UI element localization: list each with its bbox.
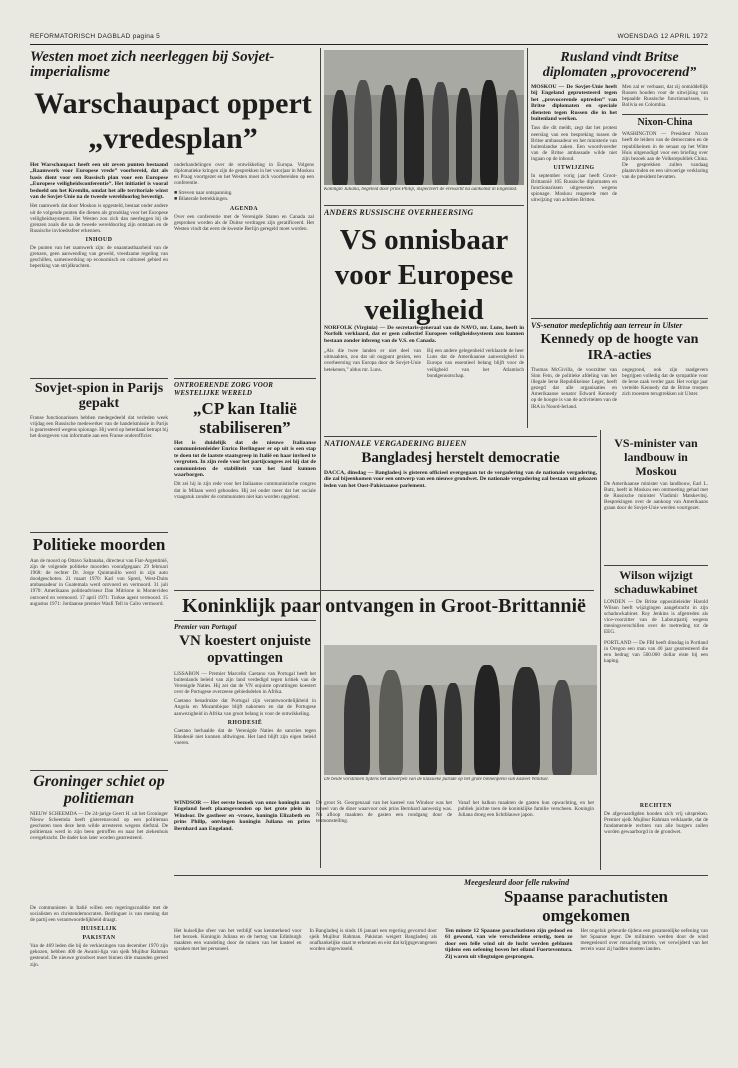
article-title: Nixon-China bbox=[637, 117, 693, 129]
article-groninger bbox=[30, 770, 168, 903]
article-body: De punten van het raamwerk zijn: de onaantastbaarheid van de grenzen, geen aanwending van geweld, vreedzame regeling van geschillen, samenwerking op economisch en cultureel gebied en beperking van strijdkrachten. bbox=[30, 244, 168, 270]
header-rule bbox=[30, 44, 708, 45]
article-body: De Amerikaanse minister van landbouw, Earl L. Butz, heeft in Moskou een ontmoeting gehad met de Russische minister Vladimir Matskevitsj. Besprekingen over de aankoop van Amerikaans graan door de Sovjet-Unie werden voortgezet. bbox=[604, 481, 708, 512]
article-lead: Het is duidelijk dat de nieuwe Italiaanse communistenleider Enrico Berlinguer er op uit is een stap te doen tot de laatste staatsgreep in Italië en haar invloed te vergroten. In zijn rede voor het partijcongres zei hij dat de communisten de stabiliteit van het land kunnen waarborgen. bbox=[174, 440, 316, 479]
article-body: Tass die dit meldt, zegt dat het protest neerslag van een bespreking tussen de Britse ambassadeur en het ministerie van buitenlandse zaken. Een woordvoerder van de Britse ambassade wilde niet ingaan op de inhoud. bbox=[531, 125, 617, 162]
article-warschaupact-title: Warschaupact oppert „vredesplan” bbox=[34, 87, 312, 155]
column-rule bbox=[527, 48, 528, 428]
article-wilson bbox=[604, 565, 708, 798]
article-sovjet-spion bbox=[30, 378, 168, 531]
subhead-rechten: RECHTEN bbox=[639, 803, 673, 809]
article-body: Franse functionarissen hebben medegedeeld dat verleden week vrijdag een Russische medewerker van de handelsmissie in Parijs is gearresteerd wegens spionage. Hij werd op heterdaad betrapt bij het doorgeven van informatie aan een Franse onderofficier. bbox=[30, 415, 168, 440]
article-nixon bbox=[622, 114, 708, 180]
article-lead: NORFOLK (Virginia) — De secretaris-generaal van de NAVO, mr. Luns, heeft in Norfolk verklaard, dat er geen collectief Europees veiligheidssysteem zou kunnen bestaan zonder inbreng van de V.S. en Canada. bbox=[324, 325, 524, 344]
article-body: Van de 469 leden die bij de verkiezingen van december 1970 zijn gekozen, hebben 400 de Awami-liga van sjeik Mujibur Rahman gesteund. De nieuwe grondwet moet binnen drie maanden gereed zijn. bbox=[30, 943, 168, 968]
article-kicker: Premier van Portugal bbox=[174, 623, 237, 631]
article-lead: Ten minste 12 Spaanse parachutisten zijn gedood en 61 gewond, van wie verscheidene ernstig, toen ze door een felle wind uit de lucht werden geblazen tijdens een oefening boven het eiland Fuerteventura. Zij waren uit vliegtuigen gesprongen. bbox=[445, 928, 573, 960]
article-body: Over een conferentie met de Verenigde Staten en Canada zal gesproken worden als de Duitse verdragen zijn geratificeerd. Het Westen vindt dat eerst de kwestie Berlijn geregeld moet worden. bbox=[174, 213, 314, 232]
article-italie bbox=[174, 378, 316, 581]
article-title: VS onnisbaar voor Europese veiligheid bbox=[334, 224, 514, 326]
article-warschaupact-col1 bbox=[30, 162, 168, 372]
article-kicker: ANDERS RUSSISCHE OVERHEERSING bbox=[324, 205, 524, 217]
article-lead: WINDSOR — Het eerste bezoek van onze koningin aan Engeland heeft plaatsgevonden op het grote plein in Windsor. De gastheer en -vrouw, koningin Elizabeth en prins Philip, ontvingen koningin Juliana en prins Bernhard aan Engeland. bbox=[174, 800, 310, 832]
article-lead: DACCA, dinsdag — Bangladesj is gisteren officieel overgegaan tot de vergadering van de nationale vergadering, die zal bijeenkomen voor een ontwerp van een nieuwe grondwet. De nationale vergadering zal bestaan uit gekozen leden van het Oost-Pakistaanse parlement. bbox=[324, 470, 597, 489]
column-rule bbox=[600, 430, 601, 870]
article-body: NIEUW SCHEEMDA — De 24-jarige Geert H. uit het Groninger Nieuw Scheemda heeft gisterenavond op een politieman geschoten toen deze hem wilde arresteren wegens diefstal. De politieman werd in zijn been getroffen en naar het ziekenhuis overgebracht. De dader kon later worden gearresteerd. bbox=[30, 811, 168, 842]
article-vs-minister bbox=[604, 436, 708, 561]
article-politieke-moorden bbox=[30, 532, 168, 765]
photo-queen-guard bbox=[324, 50, 524, 185]
article-title: Spaanse parachutisten omgekomen bbox=[504, 887, 668, 925]
article-body: Het ongeluk gebeurde tijdens een gezamenlijke oefening van het Spaanse leger. De militairen werden door de wind meegesleurd over rotsachtig terrein, ver verwijderd van het terrein waar zij hadden moeten landen. bbox=[580, 928, 708, 953]
article-title: „CP kan Italië stabiliseren” bbox=[193, 399, 297, 437]
header-date: WOENSDAG 12 APRIL 1972 bbox=[617, 33, 708, 40]
article-title: Wilson wijzigt schaduwkabinet bbox=[614, 568, 698, 596]
article-koninklijk-body bbox=[174, 800, 594, 870]
article-kicker: VS-senator medeplichtig aan terreur in Ulster bbox=[531, 321, 683, 330]
article-warschaupact-kicker: Westen moet zich neerleggen bij Sovjet-imperialisme bbox=[30, 50, 275, 80]
article-body: Aan de moord op Ottavo Saltanaha, directeur van Fiat-Argentinië, zijn de volgende politieke moorden voorafgegaan: 29 februari 1968: de rechter Dr. Jorge Quintanillo werd in zijn auto doodgeschoten. 21 maart 1970: Karl von Spreti, West-Duits ambassadeur in Guatemala werd ontvoerd en vermoord. 31 juli 1970: Amerikaans politieadviseur Dan Mitrione in Montevideo ontvoerd en vermoord. 17 april 1971: Turkse agent vermoord. 15 augustus 1971: Jordaanse premier Wasfi Tell in Caïro vermoord. bbox=[30, 558, 168, 607]
article-body: Vanaf het balkon maakten de gasten hun opwachting, en het publiek juichte toen de koninklijke familie verscheen. Koningin Juliana droeg een lichtblauwe japon. bbox=[458, 800, 594, 819]
article-body: PORTLAND — De FBI heeft dinsdag in Portland in Oregon een man van 40 jaar gearresteerd die een bedrag van 500.000 dollar eiste bij een kaping. bbox=[604, 639, 708, 664]
article-body: De groot St. Georgenzaal van het kasteel van Windsor was het toneel van de diner waarvoor ook prins Bernhard aanwezig was. Na afloop maakten de gasten een rondgang door de tentoonstelling. bbox=[316, 800, 452, 825]
article-body: onderhandelingen over de ontwikkeling in Europa. Volgens diplomatieke kringen zijn de gesprekken in het voorjaar in Moskou en Praag voortgezet en het Westen moet zich voorbereiden op een conferentie. bbox=[174, 162, 314, 187]
article-title: VN koestert onjuiste opvattingen bbox=[179, 633, 311, 666]
article-body: In september vorig jaar heeft Groot-Brittannië 105 Russische diplomaten en functionarissen uitgewezen wegens spionage. Moskou reageerde met de uitwijzing van achttien Britten. bbox=[531, 173, 617, 204]
subhead-huiselijk: HUISELIJK bbox=[80, 926, 118, 933]
article-body: LISSABON — Premier Marcello Caetano van Portugal heeft het buitenlands beleid van zijn land verdedigd tegen kritiek van de Verenigde Naties. Hij zei dat de VN onjuiste opvattingen koestert over de Portugese overzeese gebiedsdelen in Afrika. bbox=[174, 671, 316, 696]
subhead-rhodesie: RHODESIË bbox=[227, 719, 263, 726]
photo-royal-couple bbox=[324, 645, 597, 775]
article-body: WASHINGTON — President Nixon heeft de leiders van de democraten en de republikeinen in de senaat op het Witte Huis uitgenodigd voor een briefing over zijn bezoek aan de Volksrepubliek China. De gesprekken zullen vandaag plaatsvinden en een uitvoerige verklaring van de president bevatten. bbox=[622, 131, 708, 181]
article-kennedy bbox=[531, 318, 708, 431]
subhead-inhoud: INHOUD bbox=[85, 236, 113, 243]
article-italie-continued bbox=[30, 905, 168, 1035]
article-body: LONDEN — De Britse oppositieleider Harold Wilson heeft wijzigingen aangebracht in zijn schaduwkabinet. Roy Jenkins is afgetreden als vice-voorzitter van de Labourpartij wegens meningsverschillen over de toetreding tot de EEG. bbox=[604, 599, 708, 636]
article-vs-body bbox=[324, 325, 524, 435]
article-title: Groninger schiet op politieman bbox=[33, 773, 165, 807]
article-parachutisten bbox=[174, 875, 708, 1038]
article-title: Kennedy op de hoogte van IRA-acties bbox=[540, 332, 699, 363]
article-title: Politieke moorden bbox=[32, 535, 166, 554]
header-paper-name: REFORMATORISCH DAGBLAD pagina 5 bbox=[30, 33, 161, 40]
bullet-item: ■ Bilaterale betrekkingen. bbox=[174, 196, 229, 203]
article-body: ongegrond, ook zijn raadgevers begrijpen volledig dat de sympathie voor de Ierse zaak verder gaat. Het vorige jaar vertelde Kennedy dat de Britse troepen zich moesten terugtrekken uit Ulster. bbox=[622, 367, 708, 398]
bullet-item: ■ Streven naar ontspanning. bbox=[174, 190, 233, 197]
subhead-pakistan: PAKISTAN bbox=[82, 935, 116, 942]
article-body: „Als die twee landen er niet deel van uitmaakten, zou dat uit oogpunt gezien, een overheersing van Europa door de Sovjet-Unie betekenen,” aldus mr. Luns. bbox=[324, 348, 421, 373]
article-title: Bangladesj herstelt democratie bbox=[361, 450, 560, 466]
article-body: Thomas McGivilla, de voorzitter van Sinn Fein, de politieke afdeling van het illegale Ierse Republikeinse Leger, heeft gezegd dat alle organisaties en Amerikaanse senator Edward Kennedy op de hoogte is van de activiteiten van de IRA in Noord-Ierland. bbox=[531, 367, 617, 410]
article-kicker: ONTROERENDE ZORG VOOR WESTELIJKE WERELD bbox=[174, 381, 274, 397]
article-title: VS-minister van landbouw in Moskou bbox=[614, 436, 698, 478]
article-koninklijk-title: Koninklijk paar ontvangen in Groot-Brittannië bbox=[174, 590, 594, 645]
article-lead: MOSKOU — De Sovjet-Unie heeft bij Engeland geprotesteerd tegen het „provocerende optreden” van Britse diplomaten en speciale diensten tegen Russen die in het buitenland werken. bbox=[531, 84, 617, 123]
subhead-agenda: AGENDA bbox=[229, 205, 259, 212]
article-title: Sovjet-spion in Parijs gepakt bbox=[34, 381, 164, 411]
article-warschaupact-col2 bbox=[174, 162, 314, 372]
page-header bbox=[30, 33, 708, 43]
article-body: Het raamwerk dat door Moskou is opgesteld, bestaat onder andere uit de volgende punten die dienen als grondslag voor het Europese veiligheidssysteem. Het Westen zou zich dan neerleggen bij de grenzen zoals die na de tweede wereldoorlog zijn ontstaan en de Russische invloedssfeer erkennen. bbox=[30, 203, 168, 234]
article-kicker: NATIONALE VERGADERING BIJEEN bbox=[324, 439, 467, 448]
article-body: De communisten in Italië willen een regeringscoalitie met de socialisten en christendemocraten. Berlinguer is van mening dat de partij een verantwoordelijkheid draagt. bbox=[30, 905, 168, 924]
article-body: Caetano benadrukte dat Portugal zijn verantwoordelijkheid in Angola en Mozambique blijft nakomen en dat de Portugese aanwezigheid in Afrika van groot belang is voor de ontwikkeling. bbox=[174, 698, 316, 717]
column-rule bbox=[320, 48, 321, 868]
article-body: Het huiselijke sfeer van het verblijf was kenmerkend voor het bezoek. Koningin Juliana en de hertog van Edinburgh maakten een wandeling door de tuinen van het kasteel en spraken met het personeel. bbox=[174, 928, 302, 953]
article-rusland bbox=[531, 50, 708, 230]
photo-caption: De beide vorstinnen tijdens het uitwerpen van de klassieke parade op het grote binnenplein van kasteel Windsor. bbox=[324, 777, 549, 782]
article-bangladesj-rechten bbox=[604, 800, 708, 870]
article-title: Rusland vindt Britse diplomaten „provocerend” bbox=[542, 50, 697, 80]
article-body: De afgevaardigden konden zich vrij uitspreken. Premier sjeik Mujibur Rahman verklaarde, dat de fundamentele rechten van alle burgers zullen worden gewaarborgd in de grondwet. bbox=[604, 811, 708, 836]
photo-caption: Koningin Juliana, begeleid door prins Philip, inspecteert de erewacht na aankomst in Engeland. bbox=[324, 187, 518, 192]
article-body: Bij een andere gelegenheid verklaarde de heer Luns dat de Amerikaanse aanwezigheid in Europa van essentieel belang blijft voor de veiligheid van het Atlantisch bondgenootschap. bbox=[427, 348, 524, 379]
subhead-uitwijzing: UITWIJZING bbox=[553, 165, 595, 171]
article-body: Caetano herhaalde dat de Verenigde Naties de sancties tegen Rhodesië niet kunnen afdwingen. Het land blijft zijn eigen beleid voeren. bbox=[174, 727, 316, 746]
article-lead: Het Warschaupact heeft een uit zeven punten bestaand „Raamwerk voor Europese vrede” voorbereid, dat als basis dient voor een Russisch plan voor een Europese „Europese veiligheidsconferentie”. Het initiatief is vooral bedoeld om het Kremlin, omdat het alle territoriale winst van de Sovjet-Unie na de tweede wereldoorlog bevestigt. bbox=[30, 162, 168, 201]
article-bangladesj bbox=[324, 436, 597, 589]
article-body: Men zal er verbaast, dat zij onmiddellijk Russen houden voor de uitwijzing van bepaalde Russische functionarissen, in Bolivia en Colombia. bbox=[622, 84, 708, 109]
article-kicker: Meegesleurd door felle rukwind bbox=[464, 878, 570, 887]
article-body: In Bangladesj is sinds 16 januari een regering gevormd door sjeik Mujibur Rahman. Pakistan weigert Bangladesj als onafhankelijke staat te erkennen en eist dat krijgsgevangenen worden uitgewisseld. bbox=[309, 928, 437, 953]
article-body: Dit zei hij in zijn rede voor het Italiaanse communistische congres dat in Milaan werd gehouden. Hij zei onder meer dat het sociale vraagstuk zonder de communisten niet kan worden opgelost. bbox=[174, 481, 316, 500]
